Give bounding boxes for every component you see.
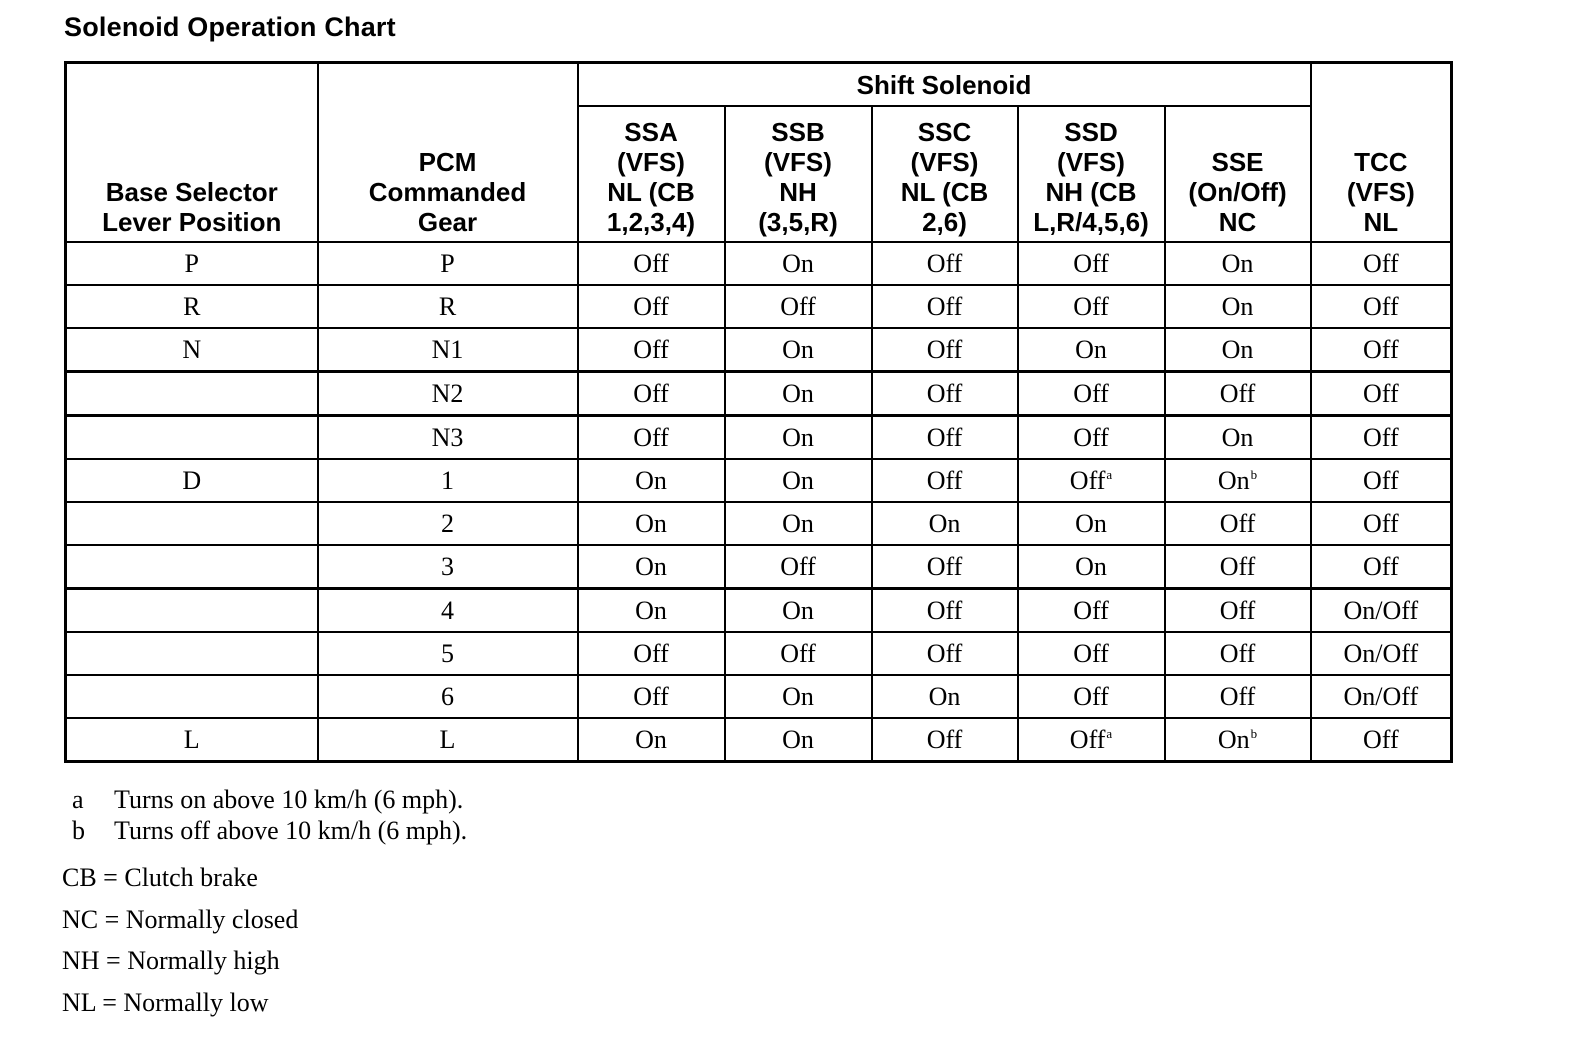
cell-ssc: Off xyxy=(872,459,1018,502)
cell-pcm-gear: N2 xyxy=(318,372,578,416)
cell-ssc: Off xyxy=(872,328,1018,372)
cell-ssc: On xyxy=(872,502,1018,545)
cell-base-position xyxy=(66,589,318,633)
cell-ssa: On xyxy=(578,545,725,589)
header-ssb: SSB (VFS) NH (3,5,R) xyxy=(725,106,872,242)
header-ssc: SSC (VFS) NL (CB 2,6) xyxy=(872,106,1018,242)
cell-ssc: On xyxy=(872,675,1018,718)
cell-base-position: R xyxy=(66,285,318,328)
cell-ssa: Off xyxy=(578,242,725,285)
cell-sse: On xyxy=(1165,242,1311,285)
table-row xyxy=(66,589,1452,633)
cell-tcc: Off xyxy=(1311,328,1452,372)
cell-ssd: Off$^a$ xyxy=(1018,718,1165,762)
cell-ssa: Off xyxy=(578,675,725,718)
header-sse: SSE (On/Off) NC xyxy=(1165,106,1311,242)
table-row xyxy=(66,285,1452,328)
footnote-key: b xyxy=(72,816,85,845)
cell-ssb: On xyxy=(725,589,872,633)
cell-pcm-gear: N1 xyxy=(318,328,578,372)
cell-ssb: On xyxy=(725,416,872,460)
cell-pcm-gear: P xyxy=(318,242,578,285)
cell-base-position: D xyxy=(66,459,318,502)
header-ssa: SSA (VFS) NL (CB 1,2,3,4) xyxy=(578,106,725,242)
cell-pcm-gear: L xyxy=(318,718,578,762)
cell-ssd: Off$^a$ xyxy=(1018,459,1165,502)
cell-pcm-gear: 6 xyxy=(318,675,578,718)
cell-ssb: On xyxy=(725,502,872,545)
cell-tcc: Off xyxy=(1311,545,1452,589)
table-body xyxy=(66,242,1452,762)
cell-ssc: Off xyxy=(872,285,1018,328)
cell-ssd: On xyxy=(1018,328,1165,372)
cell-ssd: Off xyxy=(1018,242,1165,285)
footnote-text: Turns on above 10 km/h (6 mph). xyxy=(114,785,464,814)
cell-tcc: Off xyxy=(1311,718,1452,762)
cell-ssc: Off xyxy=(872,242,1018,285)
cell-ssd: Off xyxy=(1018,285,1165,328)
cell-pcm-gear: 4 xyxy=(318,589,578,633)
cell-sse: Off xyxy=(1165,372,1311,416)
cell-sse: On$^b$ xyxy=(1165,459,1311,502)
cell-ssd: On xyxy=(1018,502,1165,545)
cell-base-position: N xyxy=(66,328,318,372)
abbreviation-nc: NC = Normally closed xyxy=(62,904,299,934)
cell-ssa: On xyxy=(578,718,725,762)
header-tcc: TCC (VFS) NL xyxy=(1311,63,1452,243)
cell-base-position xyxy=(66,502,318,545)
table-row xyxy=(66,242,1452,285)
cell-tcc: Off xyxy=(1311,242,1452,285)
cell-base-position xyxy=(66,372,318,416)
cell-ssa: Off xyxy=(578,632,725,675)
cell-sse: On xyxy=(1165,416,1311,460)
cell-sse: Off xyxy=(1165,545,1311,589)
cell-sse: On$^b$ xyxy=(1165,718,1311,762)
cell-tcc: Off xyxy=(1311,502,1452,545)
cell-ssc: Off xyxy=(872,416,1018,460)
table-row xyxy=(66,675,1452,718)
cell-tcc: On/Off xyxy=(1311,675,1452,718)
cell-sse: Off xyxy=(1165,502,1311,545)
abbreviation-cb: CB = Clutch brake xyxy=(62,863,258,892)
cell-tcc: Off xyxy=(1311,372,1452,416)
chart-title: Solenoid Operation Chart xyxy=(64,12,396,42)
cell-ssb: On xyxy=(725,718,872,762)
cell-ssb: On xyxy=(725,459,872,502)
cell-sse: On xyxy=(1165,328,1311,372)
footnote-marker: a xyxy=(1106,725,1113,741)
cell-base-position xyxy=(66,675,318,718)
abbreviation-list xyxy=(62,860,298,1026)
cell-pcm-gear: R xyxy=(318,285,578,328)
cell-base-position xyxy=(66,416,318,460)
cell-sse: Off xyxy=(1165,675,1311,718)
cell-ssa: On xyxy=(578,459,725,502)
cell-base-position xyxy=(66,545,318,589)
footnote-marker: a xyxy=(1106,466,1113,482)
header-base-selector: Base Selector Lever Position xyxy=(66,63,318,243)
cell-sse: Off xyxy=(1165,632,1311,675)
header-shift-solenoid: Shift Solenoid xyxy=(578,63,1311,107)
cell-ssa: Off xyxy=(578,328,725,372)
table-row xyxy=(66,502,1452,545)
cell-pcm-gear: N3 xyxy=(318,416,578,460)
cell-ssc: Off xyxy=(872,718,1018,762)
cell-pcm-gear: 5 xyxy=(318,632,578,675)
cell-ssa: Off xyxy=(578,416,725,460)
cell-ssc: Off xyxy=(872,545,1018,589)
cell-ssd: Off xyxy=(1018,589,1165,633)
cell-ssa: On xyxy=(578,589,725,633)
cell-ssc: Off xyxy=(872,632,1018,675)
cell-ssb: On xyxy=(725,242,872,285)
cell-tcc: On/Off xyxy=(1311,632,1452,675)
cell-ssa: Off xyxy=(578,372,725,416)
solenoid-table xyxy=(64,61,1453,763)
footnote-marker: b xyxy=(1250,466,1258,482)
table-row xyxy=(66,372,1452,416)
footnote-b xyxy=(72,815,467,846)
cell-ssd: Off xyxy=(1018,675,1165,718)
cell-ssd: Off xyxy=(1018,416,1165,460)
cell-pcm-gear: 2 xyxy=(318,502,578,545)
footnote-key: a xyxy=(72,785,84,814)
header-ssd: SSD (VFS) NH (CB L,R/4,5,6) xyxy=(1018,106,1165,242)
cell-tcc: Off xyxy=(1311,285,1452,328)
table-row xyxy=(66,459,1452,502)
footnotes xyxy=(72,784,467,846)
cell-base-position: L xyxy=(66,718,318,762)
cell-ssb: On xyxy=(725,675,872,718)
cell-ssb: Off xyxy=(725,545,872,589)
cell-ssb: Off xyxy=(725,632,872,675)
cell-ssd: Off xyxy=(1018,372,1165,416)
cell-ssa: Off xyxy=(578,285,725,328)
cell-ssb: On xyxy=(725,372,872,416)
cell-ssa: On xyxy=(578,502,725,545)
footnote-marker: b xyxy=(1250,725,1258,741)
cell-pcm-gear: 3 xyxy=(318,545,578,589)
table-row xyxy=(66,416,1452,460)
cell-ssb: On xyxy=(725,328,872,372)
abbreviation-nh: NH = Normally high xyxy=(62,946,280,975)
cell-sse: Off xyxy=(1165,589,1311,633)
table-row xyxy=(66,718,1452,762)
cell-tcc: Off xyxy=(1311,416,1452,460)
abbreviation-nl: NL = Normally low xyxy=(62,987,269,1017)
footnote-text: Turns off above 10 km/h (6 mph). xyxy=(114,816,468,845)
footnote-a xyxy=(72,784,467,815)
cell-ssd: On xyxy=(1018,545,1165,589)
table-row xyxy=(66,545,1452,589)
cell-tcc: On/Off xyxy=(1311,589,1452,633)
cell-base-position xyxy=(66,632,318,675)
cell-tcc: Off xyxy=(1311,459,1452,502)
cell-pcm-gear: 1 xyxy=(318,459,578,502)
header-pcm-gear: PCM Commanded Gear xyxy=(318,63,578,243)
cell-ssc: Off xyxy=(872,372,1018,416)
cell-ssd: Off xyxy=(1018,632,1165,675)
table-row xyxy=(66,632,1452,675)
table-row xyxy=(66,328,1452,372)
cell-base-position: P xyxy=(66,242,318,285)
cell-ssb: Off xyxy=(725,285,872,328)
cell-ssc: Off xyxy=(872,589,1018,633)
cell-sse: On xyxy=(1165,285,1311,328)
